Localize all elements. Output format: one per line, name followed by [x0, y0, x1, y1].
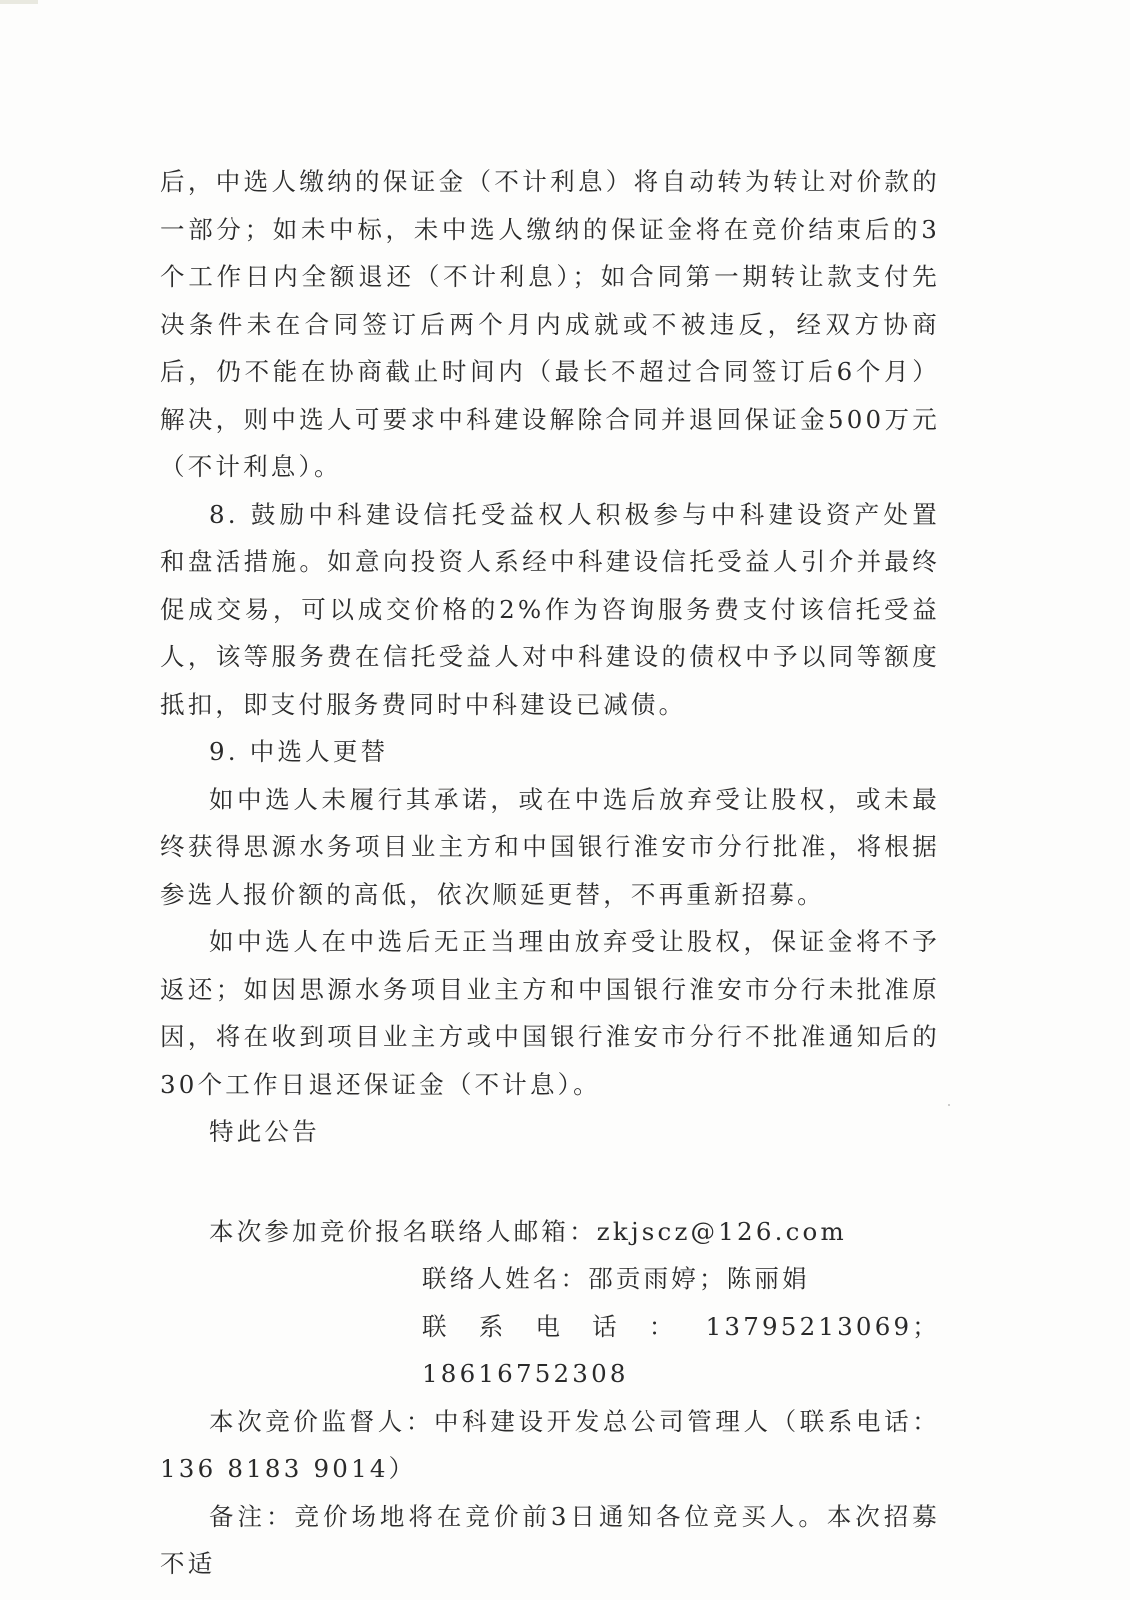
paragraph-forfeit: 如中选人在中选后无正当理由放弃受让股权，保证金将不予返还；如因思源水务项目业主方和中国银行淮安市分行未批准原因，将在收到项目业主方或中国银行淮安市分行不批准通知后的30个工作日退还保证金（不计息）。 [160, 927, 940, 1099]
scan-speck [948, 1104, 950, 1106]
paragraph-replacement: 如中选人未履行其承诺，或在中选后放弃受让股权，或未最终获得思源水务项目业主方和中国银行淮安市分行批准，将根据参选人报价额的高低，依次顺延更替，不再重新招募。 [160, 784, 940, 909]
announcement-closing: 特此公告 [209, 1117, 320, 1146]
contact-phones: 联系电话：13795213069；18616752308 [422, 1311, 940, 1388]
note-line: 备注：竞价场地将在竞价前3日通知各位竞买人。本次招募不适 [160, 1501, 940, 1578]
supervisor-line: 本次竞价监督人：中科建设开发总公司管理人（联系电话：136 8183 9014） [160, 1406, 940, 1483]
heading-item-9: 9. 中选人更替 [209, 737, 389, 766]
paragraph-deposit-terms: 后，中选人缴纳的保证金（不计利息）将自动转为转让对价款的一部分；如未中标，未中选人缴纳的保证金将在竞价结束后的3个工作日内全额退还（不计利息）；如合同第一期转让款支付先决条件未在合同签订后两个月内成就或不被违反，经双方协商后，仍不能在协商截止时间内（最长不超过合同签订后6个月）解决，则中选人可要求中科建设解除合同并退回保证金500万元（不计利息）。 [160, 167, 940, 481]
contact-names: 联络人姓名：邵贡雨婷；陈丽娟 [422, 1264, 810, 1293]
paragraph-item-8: 8. 鼓励中科建设信托受益权人积极参与中科建设资产处置和盘活措施。如意向投资人系经中科建设信托受益人引介并最终促成交易，可以成交价格的2%作为咨询服务费支付该信托受益人，该等服务费在信托受益人对中科建设的债权中予以同等额度抵扣，即支付服务费同时中科建设已减债。 [160, 499, 940, 719]
scan-edge-mark [0, 0, 38, 4]
spacer [160, 1156, 940, 1208]
contact-email: 本次参加竞价报名联络人邮箱：zkjscz@126.com [209, 1216, 847, 1246]
document-body [160, 158, 940, 1588]
